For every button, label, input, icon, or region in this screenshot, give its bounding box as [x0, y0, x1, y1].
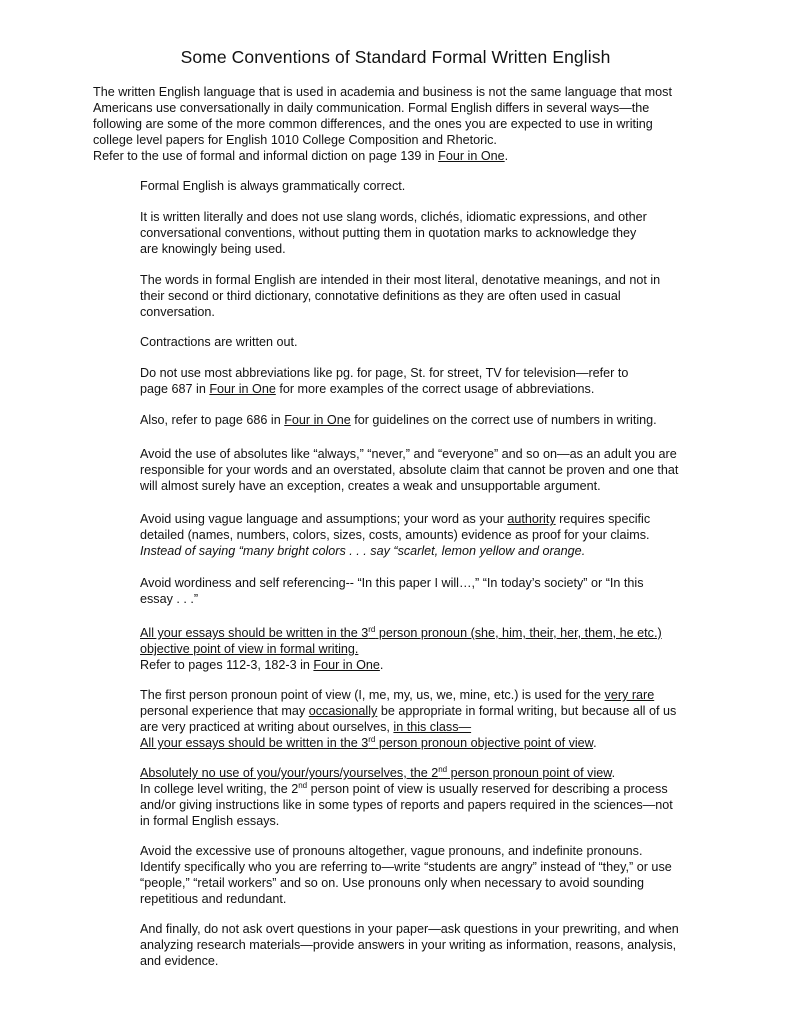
- intro-line: following are some of the more common differences, and the ones you are expected to use in writing: [93, 117, 653, 131]
- intro-paragraph: [93, 84, 713, 164]
- book-title-four-in-one: Four in One: [313, 658, 380, 672]
- item-numbers: Also, refer to page 686 in Four in One for guidelines on the correct use of numbers in writing.: [140, 413, 657, 427]
- italic-example: Instead of saying “many bright colors . . . say “scarlet, lemon yellow and orange.: [140, 544, 586, 558]
- intro-line: The written English language that is used in academia and business is not the same language that most: [93, 85, 672, 99]
- item-abbreviations: Do not use most abbreviations like pg. for page, St. for street, TV for television—refer to page 687 in Four in One for more examples of the correct usage of abbreviations.: [140, 366, 629, 396]
- item-pronouns: Avoid the excessive use of pronouns altogether, vague pronouns, and indefinite pronouns. Identify specifically who you are referring to—write “students are angry” instead of “they,” or use “people,” “retail workers” and so on. Use pronouns only when necessary to avoid sounding repetitious and redundant.: [140, 844, 672, 906]
- item-questions: And finally, do not ask overt questions in your paper—ask questions in your prewriting, and when analyzing research materials—provide answers in your writing as information, reasons, analysis, and evidence.: [140, 922, 679, 968]
- item-grammar: Formal English is always grammatically correct.: [140, 179, 406, 193]
- item-absolutes: Avoid the use of absolutes like “always,” “never,” and “everyone” and so on—as an adult you are responsible for your words and an overstated, absolute claim that cannot be proven and one that will almost surely have an exception, creates a weak and unsupportable argument.: [140, 447, 679, 493]
- item-denotative: The words in formal English are intended in their most literal, denotative meanings, and not in their second or third dictionary, connotative definitions as they are often used in casual conversation.: [140, 273, 661, 319]
- book-title-four-in-one: Four in One: [438, 149, 505, 163]
- intro-reference-line: Refer to the use of formal and informal diction on page 139 in Four in One.: [93, 149, 509, 163]
- item-vague-language: Avoid using vague language and assumptions; your word as your authority requires specific detailed (names, numbers, colors, sizes, costs, amounts) evidence as proof for your claims. Instead of saying “many bright colors . . . say “scarlet, lemon yellow and orange.: [140, 511, 715, 559]
- book-title-four-in-one: Four in One: [209, 382, 276, 396]
- item-literal: It is written literally and does not use slang words, clichés, idiomatic expressions, and other conversational conventions, without putting them in quotation marks to acknowledge they are knowingly being used.: [140, 210, 647, 256]
- item-wordiness: Avoid wordiness and self referencing-- “In this paper I will…,” “In today’s society” or “In this essay . . .”: [140, 576, 644, 606]
- item-third-person: All your essays should be written in the 3rd person pronoun (she, him, their, her, them, he etc.) objective point of view in formal writing. Refer to pages 112-3, 182-3 in Four in One.: [140, 624, 662, 672]
- page-title: Some Conventions of Standard Formal Written English: [180, 47, 611, 67]
- book-title-four-in-one: Four in One: [284, 413, 351, 427]
- item-contractions: Contractions are written out.: [140, 335, 298, 349]
- item-first-person: The first person pronoun point of view (I, me, my, us, we, mine, etc.) is used for the very rare personal experience that may occasionally be appropriate in formal writing, but because all of us are very practiced at writing about ourselves, in this class— All your essays should be written in the 3rd person pronoun objective point of view.: [140, 688, 677, 750]
- intro-line: college level papers for English 1010 College Composition and Rhetoric.: [93, 133, 497, 147]
- underlined-authority: authority: [507, 512, 556, 526]
- item-second-person: Absolutely no use of you/your/yours/yourselves, the 2nd person pronoun point of view. In college level writing, the 2nd person point of view is usually reserved for describing a process and/or giving instructions like in some types of reports and papers required in the sciences—not in formal English essays.: [140, 764, 673, 828]
- intro-line: Americans use conversationally in daily communication. Formal English differs in several ways—the: [93, 101, 650, 115]
